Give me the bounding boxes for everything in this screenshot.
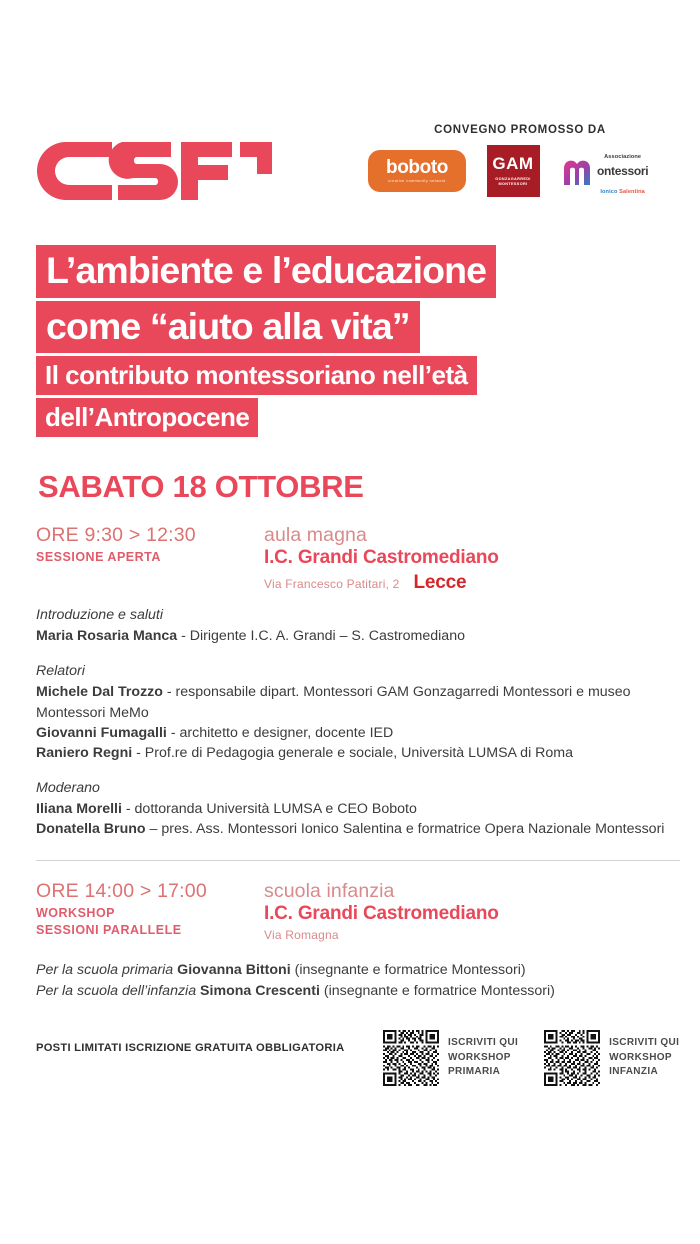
qr-primaria-line2: WORKSHOP bbox=[448, 1051, 511, 1063]
gam-sub-line1: GONZAGARREDI bbox=[495, 176, 531, 181]
workshop-leader-name: Simona Crescenti bbox=[200, 982, 320, 999]
session-afternoon-school: I.C. Grandi Castromediano bbox=[264, 903, 499, 925]
people-group-introduzione bbox=[36, 605, 680, 646]
workshop-row bbox=[36, 960, 680, 981]
session-morning-time: ORE 9:30 > 12:30 bbox=[36, 524, 196, 546]
workshop-leader-name: Giovanna Bittoni bbox=[177, 962, 291, 978]
session-morning-time-col bbox=[36, 524, 261, 566]
montessori-wordmark bbox=[597, 145, 648, 198]
session-morning-address: Via Francesco Patitari, 2 bbox=[264, 577, 400, 592]
qr-item-primaria[interactable] bbox=[383, 1030, 518, 1086]
person-name: Iliana Morelli bbox=[36, 801, 122, 818]
session-morning bbox=[36, 524, 676, 594]
sponsor-logo-montessori bbox=[560, 148, 672, 194]
person-role: - dottoranda Università LUMSA e CEO Boboto bbox=[121, 801, 417, 818]
sponsor-logo-boboto bbox=[368, 150, 466, 192]
person-row bbox=[36, 743, 680, 763]
person-name: Donatella Bruno bbox=[36, 821, 146, 838]
person-name: Maria Rosaria Manca bbox=[36, 628, 178, 645]
person-name: Michele Dal Trozzo bbox=[36, 684, 163, 701]
session-morning-header bbox=[36, 524, 676, 594]
qr-primaria-line1: ISCRIVITI QUI bbox=[448, 1037, 519, 1049]
sponsors-block bbox=[368, 124, 672, 197]
session-afternoon-workshops bbox=[36, 960, 680, 1001]
person-role: – pres. Ass. Montessori Ionico Salentina e formatrice Opera Nazionale Montessori bbox=[145, 821, 665, 838]
session-morning-city: Lecce bbox=[413, 572, 467, 594]
workshop-suffix: (insegnante e formatrice Montessori) bbox=[290, 962, 526, 978]
session-afternoon-time-col bbox=[36, 880, 261, 939]
person-row bbox=[36, 799, 680, 819]
qr-label-infanzia bbox=[609, 1036, 679, 1080]
csf-logo bbox=[36, 142, 272, 200]
montessori-region2: Salentina bbox=[619, 188, 645, 195]
registration-note: POSTI LIMITATI ISCRIZIONE GRATUITA OBBLIGATORIA bbox=[36, 1042, 345, 1054]
session-morning-address-row bbox=[264, 572, 676, 594]
montessori-name: ontessori bbox=[597, 164, 649, 179]
section-divider bbox=[36, 860, 680, 861]
poster-headline bbox=[36, 245, 676, 440]
headline-row-2 bbox=[36, 301, 676, 357]
person-role: - Dirigente I.C. A. Grandi – S. Castromediano bbox=[177, 628, 465, 645]
promo-label: CONVEGNO PROMOSSO DA bbox=[434, 124, 606, 136]
headline-row-1 bbox=[36, 245, 676, 301]
boboto-wordmark: boboto bbox=[386, 157, 448, 179]
session-afternoon-address-row bbox=[264, 928, 676, 942]
session-afternoon bbox=[36, 880, 676, 946]
people-group-relatori bbox=[36, 661, 680, 763]
person-name: Raniero Regni bbox=[36, 744, 133, 761]
session-morning-room: aula magna bbox=[264, 524, 367, 546]
people-group-moderano bbox=[36, 778, 680, 839]
people-group-label: Moderano bbox=[36, 780, 100, 797]
workshop-prefix: Per la scuola dell’infanzia bbox=[36, 982, 201, 999]
gam-wordmark: GAM bbox=[492, 153, 534, 173]
person-name: Giovanni Fumagalli bbox=[36, 724, 167, 741]
subhead-row-2 bbox=[36, 398, 676, 440]
session-morning-school: I.C. Grandi Castromediano bbox=[264, 547, 499, 569]
qr-code-primaria-icon[interactable] bbox=[383, 1030, 439, 1086]
qr-infanzia-line3: INFANZIA bbox=[609, 1066, 659, 1078]
subhead-row-1 bbox=[36, 356, 676, 398]
session-afternoon-room: scuola infanzia bbox=[264, 880, 395, 902]
session-morning-people bbox=[36, 605, 680, 840]
session-morning-place-col bbox=[264, 524, 676, 594]
qr-item-infanzia[interactable] bbox=[544, 1030, 679, 1086]
montessori-region bbox=[600, 189, 645, 195]
sponsor-row bbox=[368, 145, 672, 197]
session-afternoon-time: ORE 14:00 > 17:00 bbox=[36, 880, 207, 902]
headline-line-1: L’ambiente e l’educazione bbox=[36, 245, 496, 298]
qr-group bbox=[383, 1030, 679, 1086]
subhead-line-2: dell’Antropocene bbox=[36, 398, 258, 437]
qr-label-primaria bbox=[448, 1036, 518, 1080]
person-role: - Prof.re di Pedagogia generale e sociale, Università LUMSA di Roma bbox=[132, 744, 574, 761]
people-group-label: Relatori bbox=[36, 663, 85, 680]
boboto-tagline: creative community network bbox=[388, 179, 446, 184]
gam-subtitle bbox=[495, 177, 530, 188]
event-date: SABATO 18 OTTOBRE bbox=[38, 469, 364, 504]
session-afternoon-address: Via Romagna bbox=[264, 928, 339, 943]
gam-sub-line2: MONTESSORI bbox=[498, 182, 528, 186]
subhead-line-1: Il contributo montessoriano nell’età bbox=[36, 356, 477, 395]
person-row bbox=[36, 723, 680, 743]
qr-primaria-line3: PRIMARIA bbox=[448, 1066, 501, 1078]
person-row bbox=[36, 626, 680, 646]
session-afternoon-header bbox=[36, 880, 676, 946]
qr-infanzia-line1: ISCRIVITI QUI bbox=[609, 1037, 680, 1049]
session-morning-kind: SESSIONE APERTA bbox=[36, 550, 161, 565]
montessori-m-icon bbox=[560, 154, 594, 188]
person-role: - architetto e designer, docente IED bbox=[166, 724, 394, 741]
poster-header bbox=[36, 124, 672, 216]
session-afternoon-kind-line2: SESSIONI PARALLELE bbox=[36, 923, 182, 938]
headline-line-2: come “aiuto alla vita” bbox=[36, 301, 420, 354]
poster-footer bbox=[36, 1030, 680, 1096]
montessori-assoc-label: Associazione bbox=[604, 153, 642, 160]
qr-code-infanzia-icon[interactable] bbox=[544, 1030, 600, 1086]
person-row bbox=[36, 819, 680, 839]
person-row bbox=[36, 682, 680, 722]
person-role: - responsabile dipart. Montessori GAM Gonzagarredi Montessori e museo Montessori MeMo bbox=[36, 684, 631, 721]
sponsor-logo-gam bbox=[487, 145, 540, 197]
session-afternoon-place-col bbox=[264, 880, 676, 942]
montessori-region1: Ionico bbox=[600, 188, 618, 195]
workshop-row bbox=[36, 981, 680, 1002]
session-afternoon-kind bbox=[36, 905, 261, 939]
people-group-label: Introduzione e saluti bbox=[36, 607, 163, 623]
session-afternoon-kind-line1: WORKSHOP bbox=[36, 906, 115, 921]
workshop-prefix: Per la scuola primaria bbox=[36, 962, 178, 978]
workshop-suffix: (insegnante e formatrice Montessori) bbox=[319, 982, 555, 999]
qr-infanzia-line2: WORKSHOP bbox=[609, 1051, 672, 1063]
